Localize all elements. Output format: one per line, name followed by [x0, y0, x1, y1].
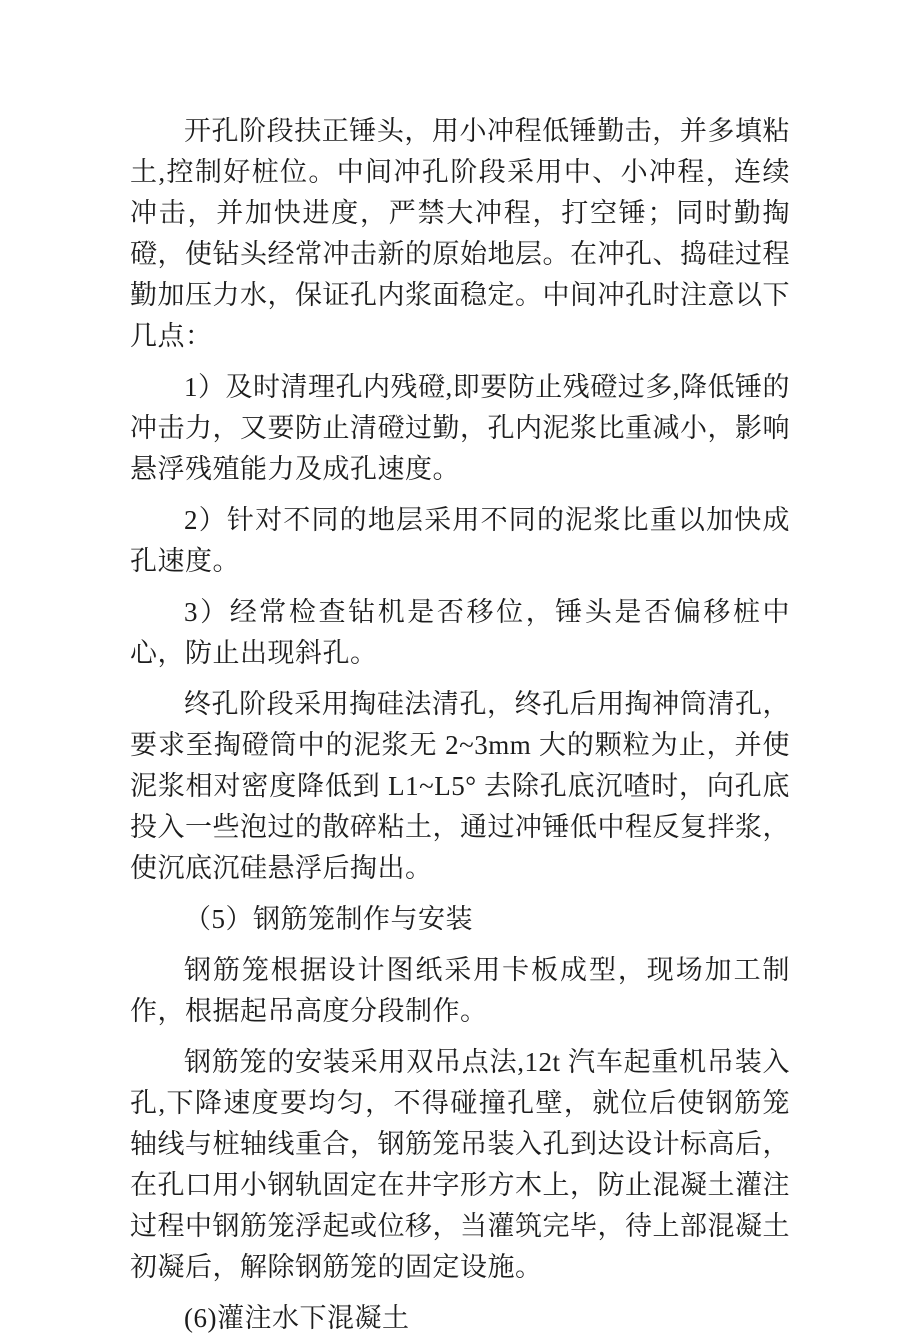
paragraph-final-hole-stage: 终孔阶段采用掏硅法清孔，终孔后用掏神筒清孔，要求至掏磴筒中的泥浆无 2~3mm 大的颗粒为止，并使泥浆相对密度降低到 L1~L5° 去除孔底沉喳时，向孔底投入一些泡过的散碎粘土，通过冲锤低中程反复拌浆，使沉底沉硅悬浮后掏出。 — [130, 689, 790, 883]
paragraph-opening-stage: 开孔阶段扶正锤头，用小冲程低锤勤击，并多填粘土,控制好桩位。中间冲孔阶段采用中、小冲程，连续冲击，并加快进度，严禁大冲程，打空锤；同时勤掏磴，使钻头经常冲击新的原始地层。在冲孔、捣硅过程勤加压力水，保证孔内浆面稳定。中间冲孔时注意以下几点： — [130, 116, 790, 351]
paragraph-rebar-cage-installation: 钢筋笼的安装采用双吊点法,12t 汽车起重机吊装入孔,下降速度要均匀，不得碰撞孔壁，就位后使钢筋笼轴线与桩轴线重合，钢筋笼吊装入孔到达设计标高后，在孔口用小钢轨固定在井字形方木上，防止混凝土灌注过程中钢筋笼浮起或位移，当灌筑完毕，待上部混凝土初凝后，解除钢筋笼的固定设施。 — [130, 1047, 790, 1282]
heading-rebar-cage-fabrication: （5）钢筋笼制作与安装 — [184, 904, 473, 934]
document-text-block — [130, 111, 790, 1339]
paragraph-list-item-3: 3）经常检查钻机是否移位，锤头是否偏移桩中心，防止出现斜孔。 — [130, 597, 790, 668]
heading-underwater-concrete: (6)灌注水下混凝土 — [184, 1303, 410, 1333]
paragraph-rebar-cage-forming: 钢筋笼根据设计图纸采用卡板成型，现场加工制作，根据起吊高度分段制作。 — [130, 955, 790, 1026]
paragraph-list-item-2: 2）针对不同的地层采用不同的泥浆比重以加快成孔速度。 — [130, 505, 790, 576]
paragraph-list-item-1: 1）及时清理孔内残磴,即要防止残磴过多,降低锤的冲击力，又要防止清磴过勤，孔内泥浆比重减小，影响悬浮残殖能力及成孔速度。 — [130, 372, 790, 484]
